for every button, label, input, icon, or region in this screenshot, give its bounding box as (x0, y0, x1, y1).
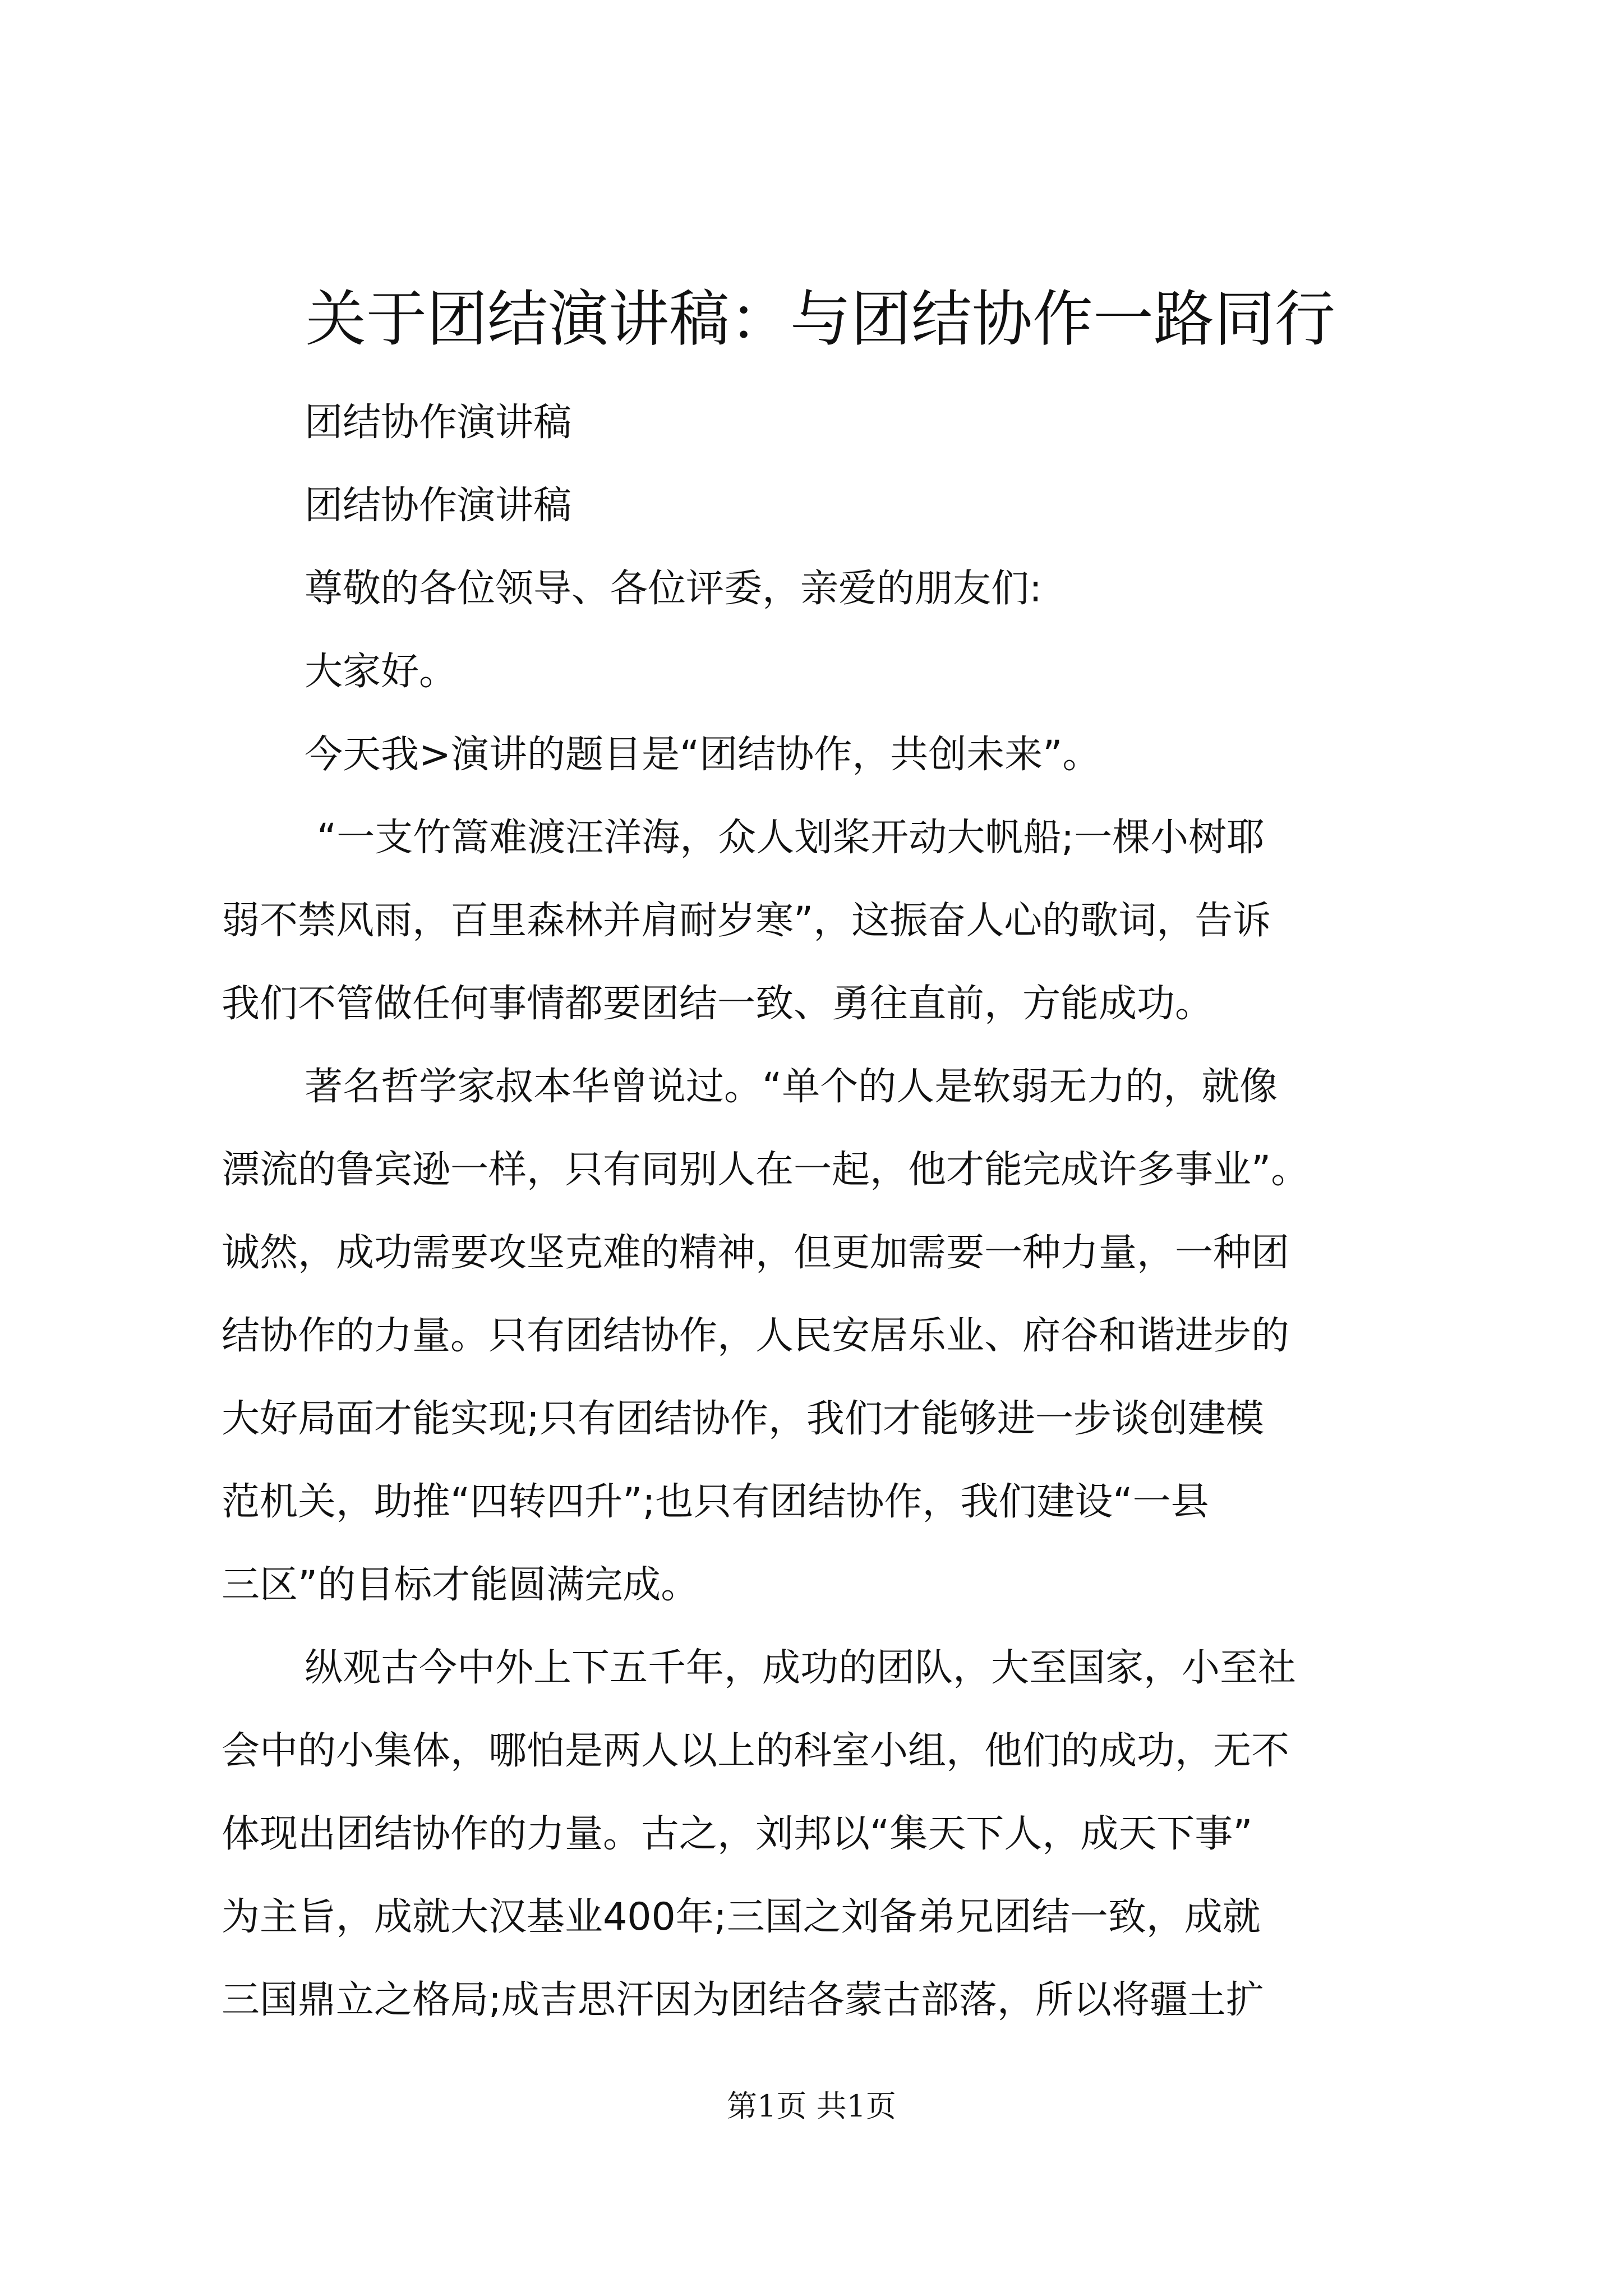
text-line: 诚然，成功需要攻坚克难的精神，但更加需要一种力量，一种团 (222, 1231, 1290, 1275)
text-line: 三区”的目标才能圆满完成。 (222, 1563, 699, 1607)
text-line: 著名哲学家叔本华曾说过。“单个的人是软弱无力的，就像 (305, 1065, 1278, 1109)
text-line: 结协作的力量。只有团结协作，人民安居乐业、府谷和谐进步的 (222, 1314, 1290, 1358)
text-line: 团结协作演讲稿 (305, 401, 572, 445)
text-line: 我们不管做任何事情都要团结一致、勇往直前，方能成功。 (222, 982, 1214, 1026)
document-body (222, 381, 1427, 2042)
text-line: 漂流的鲁宾逊一样，只有同别人在一起，他才能完成许多事业”。 (222, 1148, 1310, 1192)
text-line: 弱不禁风雨，百里森林并肩耐岁寒”，这振奋人心的歌词，告诉 (222, 899, 1271, 943)
text-line: 尊敬的各位领导、各位评委，亲爱的朋友们: (305, 567, 1042, 611)
text-line: 范机关，助推“四转四升”;也只有团结协作，我们建设“一县 (222, 1480, 1209, 1524)
text-line: 会中的小集体，哪怕是两人以上的科室小组，他们的成功，无不 (222, 1729, 1290, 1773)
text-line: 体现出团结协作的力量。古之，刘邦以“集天下人，成天下事” (222, 1812, 1253, 1856)
text-line: 为主旨，成就大汉基业400年;三国之刘备弟兄团结一致，成就 (222, 1895, 1261, 1939)
text-line: 纵观古今中外上下五千年，成功的团队，大至国家，小至社 (305, 1646, 1297, 1690)
document-title: 关于团结演讲稿：与团结协作一路同行 (306, 284, 1336, 355)
text-line: 大家好。 (305, 650, 458, 694)
text-line: 大好局面才能实现;只有团结协作，我们才能够进一步谈创建模 (222, 1397, 1264, 1441)
page-number: 第1页 共1页 (727, 2088, 896, 2124)
text-line: 团结协作演讲稿 (305, 484, 572, 528)
text-line: “一支竹篙难渡汪洋海，众人划桨开动大帆船;一棵小树耶 (317, 816, 1265, 860)
text-line: 三国鼎立之格局;成吉思汗因为团结各蒙古部落，所以将疆土扩 (222, 1978, 1264, 2022)
text-line: 今天我>演讲的题目是“团结协作，共创未来”。 (305, 733, 1101, 777)
